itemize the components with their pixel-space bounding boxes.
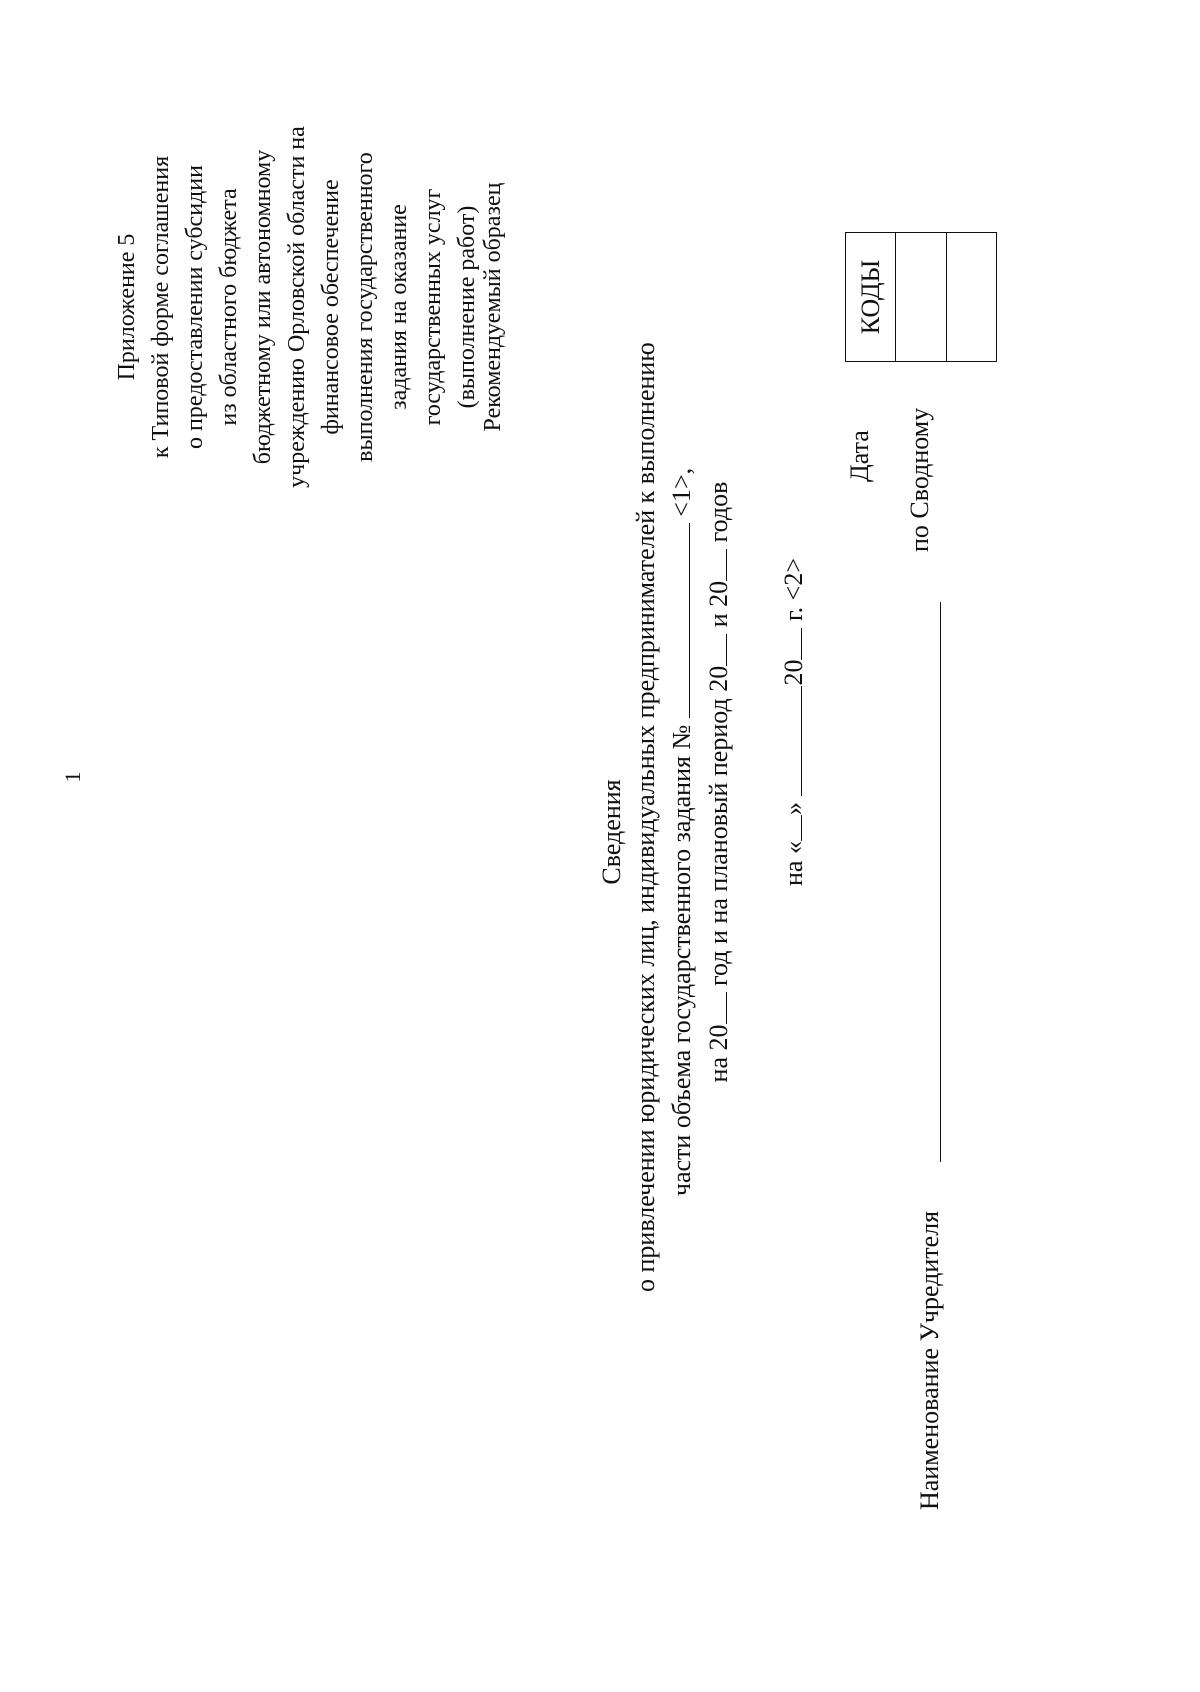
svod-registry-label: по Сводному	[905, 407, 934, 552]
codes-svod-cell[interactable]	[946, 233, 996, 361]
title-line-2	[663, 372, 699, 1292]
title-line-2-suffix: <1>,	[667, 467, 696, 517]
year-blank[interactable]	[700, 549, 727, 581]
page-number: 1	[60, 771, 85, 783]
appendix-line: бюджетному или автономному	[250, 149, 276, 465]
appendix-line: (выполнение работ)	[454, 205, 480, 409]
period-text: и 20	[704, 580, 733, 628]
founder-name-field[interactable]	[940, 602, 941, 1162]
appendix-line: финансовое обеспечение	[318, 179, 344, 435]
appendix-line: государственных услуг	[420, 188, 446, 426]
codes-table-header: КОДЫ	[855, 259, 885, 335]
title-heading: Сведения	[597, 779, 626, 885]
year-blank[interactable]	[775, 628, 802, 660]
date-text: 20	[779, 659, 808, 686]
appendix-line: к Типовой форме соглашения	[148, 155, 174, 459]
codes-table	[845, 232, 997, 362]
recommended-sample-label: Рекомендуемый образец	[480, 182, 506, 432]
period-text: на 20	[704, 1024, 733, 1083]
title-line-1: о привлечении юридических лиц, индивидуальных предпринимателей к выполнению	[631, 342, 660, 1292]
appendix-header	[110, 97, 484, 517]
date-text: на «	[779, 841, 808, 887]
period-text: год и на плановый период 20	[704, 665, 733, 986]
period-text: годов	[704, 481, 733, 543]
appendix-line: учреждению Орловской области на	[284, 126, 310, 488]
codes-date-cell[interactable]	[895, 233, 945, 361]
date-text: г. <2>	[779, 557, 808, 622]
year-blank[interactable]	[700, 634, 727, 666]
as-of-date-line	[775, 472, 809, 972]
document-title	[595, 342, 699, 1292]
appendix-line: задания на оказание	[386, 204, 412, 410]
year-blank[interactable]	[700, 992, 727, 1024]
month-blank[interactable]	[775, 686, 802, 796]
appendix-line: из областного бюджета	[216, 188, 242, 426]
task-number-blank[interactable]	[663, 523, 690, 718]
date-label: Дата	[845, 430, 874, 482]
period-line	[700, 422, 734, 1142]
day-blank[interactable]	[775, 815, 802, 841]
appendix-line: Приложение 5	[114, 233, 140, 381]
appendix-line: о предоставлении субсидии	[182, 165, 208, 449]
founder-name-label: Наименование Учредителя	[915, 1210, 944, 1510]
date-text: »	[779, 802, 808, 816]
title-line-2-prefix: части объема государственного задания №	[667, 724, 696, 1197]
appendix-line: выполнения государственного	[352, 152, 378, 462]
